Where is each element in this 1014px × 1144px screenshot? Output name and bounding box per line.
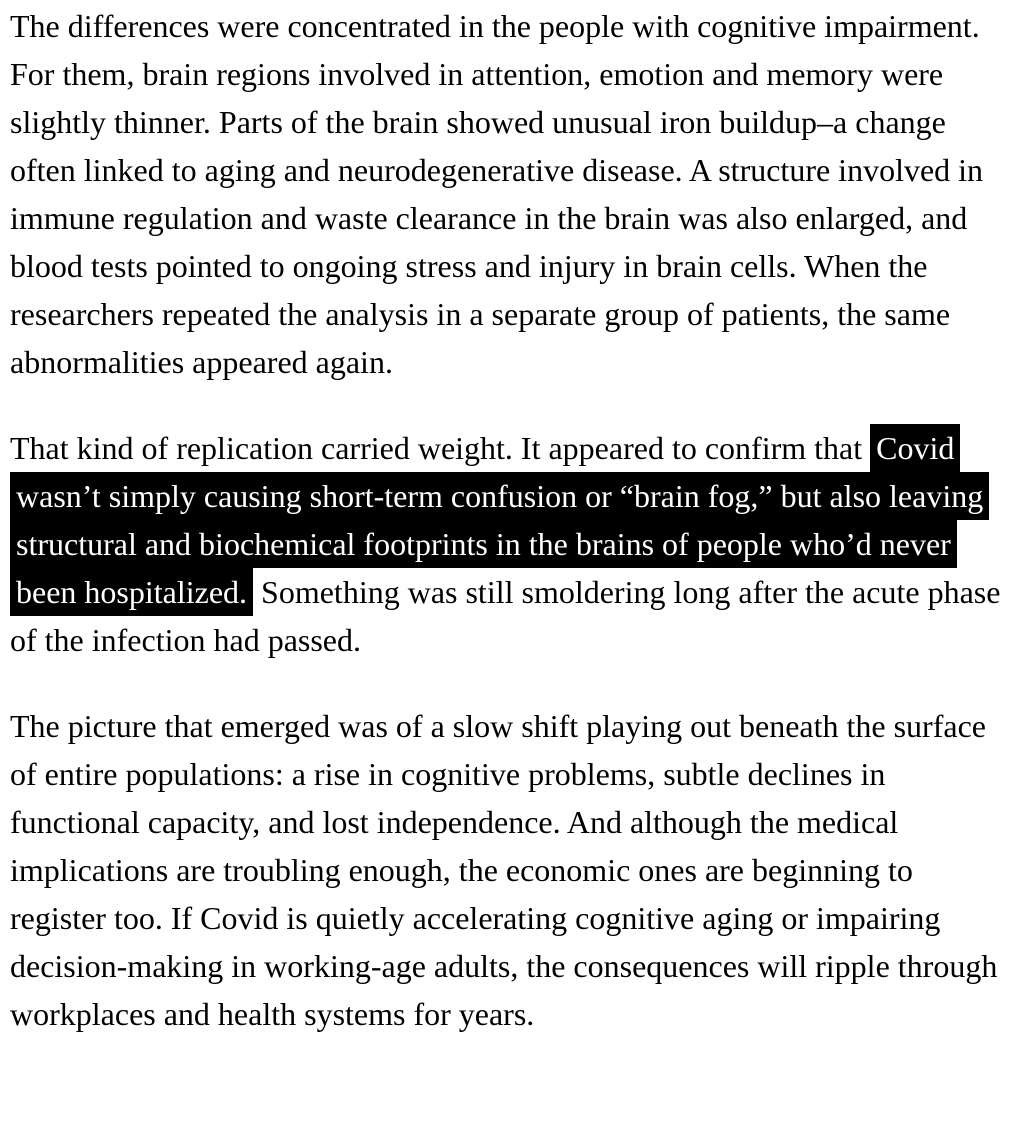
text-segment: The picture that emerged was of a slow shift playing out beneath the surface of entire populations: a rise in cognitive problems, subtle declines in functional capacity, and lost independence. And although the medical implications are troubling enough, the economic ones are beginning to register too. If Covid is quietly accelerating cognitive aging or impairing decision-making in working-age adults, the consequences will ripple through workplaces and health systems for years. <box>10 708 998 1032</box>
paragraph <box>10 2 1004 386</box>
text-segment: The differences were concentrated in the people with cognitive impairment. For them, brain regions involved in attention, emotion and memory were slightly thinner. Parts of the brain showed unusual iron buildup–a change often linked to aging and neurodegenerative disease. A structure involved in immune regulation and waste clearance in the brain was also enlarged, and blood tests pointed to ongoing stress and injury in brain cells. When the researchers repeated the analysis in a separate group of patients, the same abnormalities appeared again. <box>10 8 984 380</box>
text-segment: Something was still smoldering long after the acute phase of the infection had passed. <box>10 574 1001 658</box>
paragraph <box>10 424 1004 664</box>
text-segment: That kind of replication carried weight. It appeared to confirm that <box>10 430 871 466</box>
highlighted-passage: Covid wasn’t simply causing short-term confusion or “brain fog,” but also leaving structural and biochemical footprints in the brains of people who’d never been hospitalized. <box>10 424 989 616</box>
paragraph <box>10 702 1004 1038</box>
